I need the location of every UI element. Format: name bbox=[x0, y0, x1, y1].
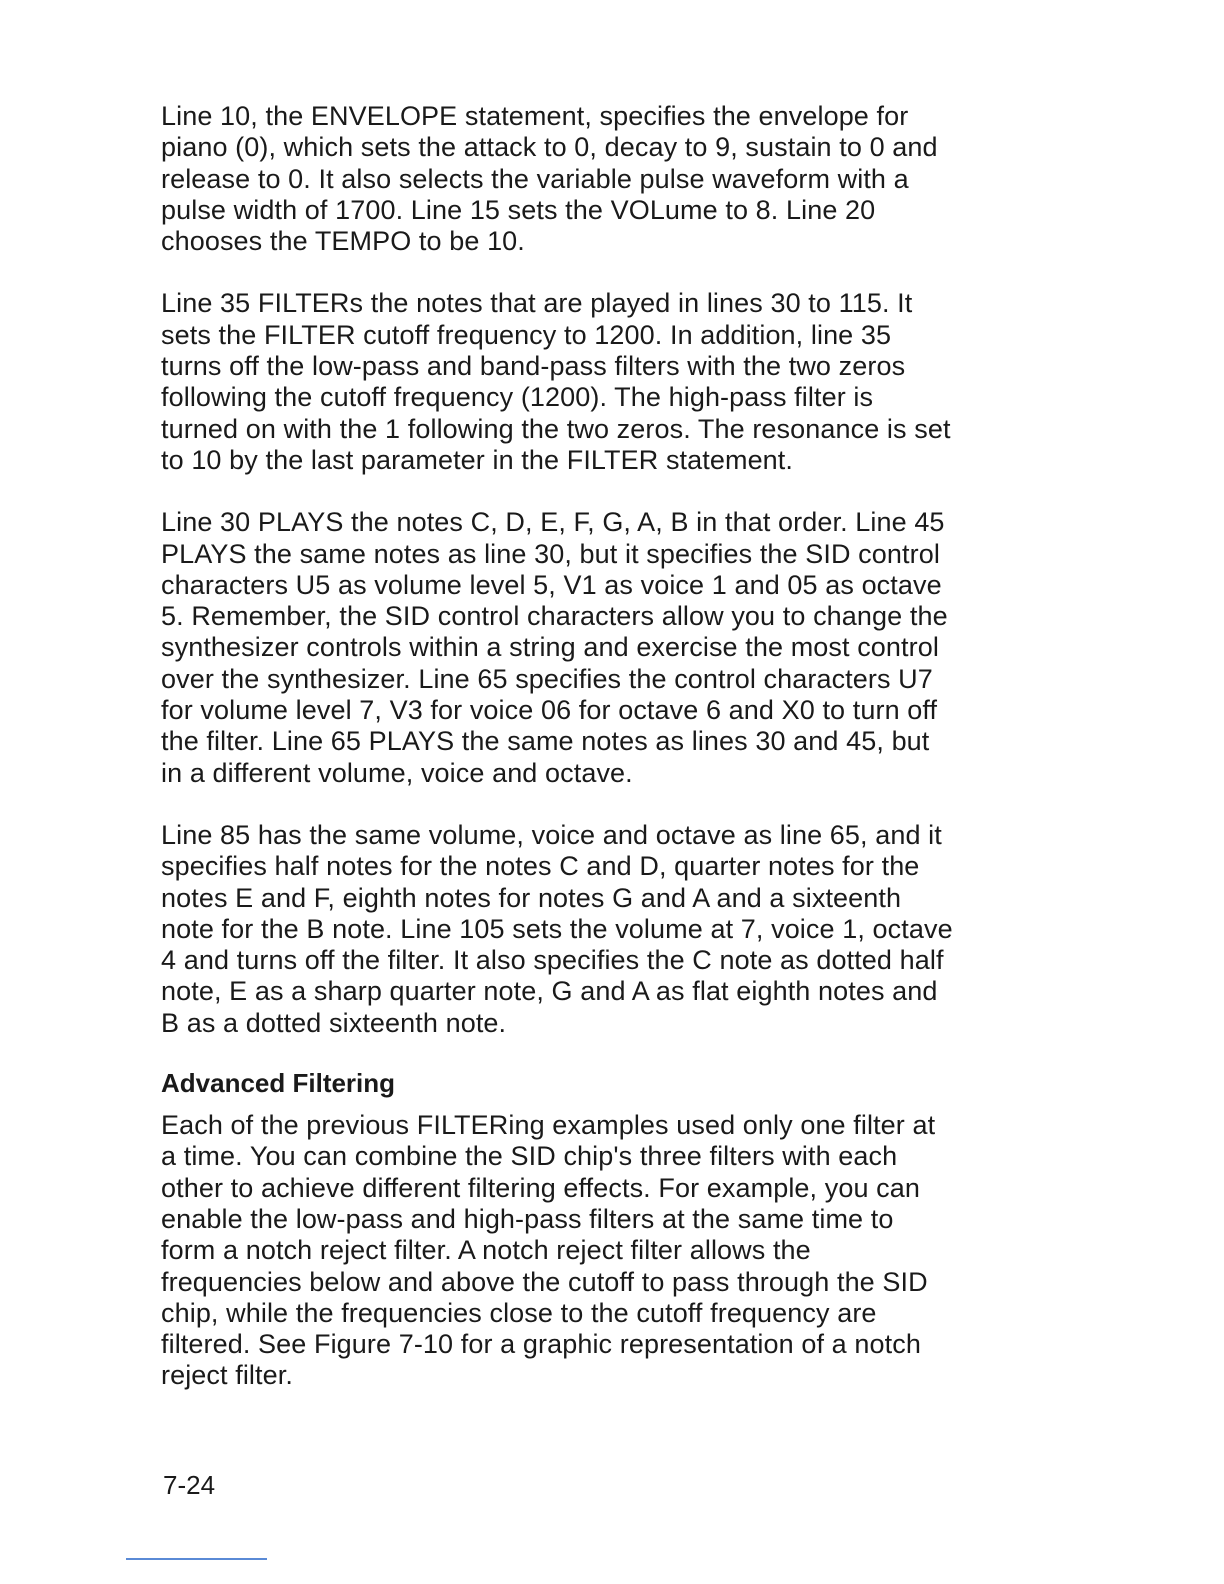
section-heading: Advanced Filtering bbox=[161, 1068, 396, 1099]
text-line: other to achieve different filtering effects. For example, you can bbox=[161, 1172, 921, 1203]
text-line: Line 10, the ENVELOPE statement, specifies the envelope for bbox=[161, 101, 909, 131]
text-line: release to 0. It also selects the variable pulse waveform with a bbox=[161, 163, 909, 194]
text-line: the filter. Line 65 PLAYS the same notes as lines 30 and 45, but bbox=[161, 726, 930, 757]
text-line: specifies half notes for the notes C and D, quarter notes for the bbox=[161, 851, 920, 882]
page-number: 7-24 bbox=[163, 1470, 216, 1500]
text-line: filtered. See Figure 7-10 for a graphic representation of a notch bbox=[161, 1329, 921, 1360]
text-line: characters U5 as volume level 5, V1 as voice 1 and 05 as octave bbox=[161, 569, 942, 600]
text-line: sets the FILTER cutoff frequency to 1200. In addition, line 35 bbox=[161, 319, 892, 350]
text-line: frequencies below and above the cutoff to pass through the SID bbox=[161, 1266, 928, 1297]
paragraph-filter bbox=[161, 288, 1041, 476]
text-line: to 10 by the last parameter in the FILTER statement. bbox=[161, 444, 794, 475]
text-line: pulse width of 1700. Line 15 sets the VOLume to 8. Line 20 bbox=[161, 194, 876, 225]
text-line: reject filter. bbox=[161, 1360, 293, 1391]
text-line: in a different volume, voice and octave. bbox=[161, 757, 633, 788]
text-line: enable the low-pass and high-pass filters at the same time to bbox=[161, 1203, 894, 1234]
text-line: Line 85 has the same volume, voice and octave as line 65, and it bbox=[161, 819, 942, 850]
text-line: turns off the low-pass and band-pass filters with the two zeros bbox=[161, 351, 906, 382]
text-line: notes E and F, eighth notes for notes G and A and a sixteenth bbox=[161, 882, 902, 913]
text-line: over the synthesizer. Line 65 specifies the control characters U7 bbox=[161, 663, 933, 694]
text-line: 4 and turns off the filter. It also specifies the C note as dotted half bbox=[161, 945, 944, 976]
text-line: note for the B note. Line 105 sets the volume at 7, voice 1, octave bbox=[161, 913, 953, 944]
text-line: synthesizer controls within a string and exercise the most control bbox=[161, 632, 939, 663]
paragraph-note-lengths bbox=[161, 820, 1041, 1039]
text-line: B as a dotted sixteenth note. bbox=[161, 1007, 507, 1038]
paragraph-plays bbox=[161, 507, 1041, 789]
text-line: form a notch reject filter. A notch reject filter allows the bbox=[161, 1235, 811, 1266]
page-body bbox=[161, 101, 1041, 1423]
text-line: chip, while the frequencies close to the cutoff frequency are bbox=[161, 1297, 877, 1328]
text-line: for volume level 7, V3 for voice 06 for octave 6 and X0 to turn off bbox=[161, 695, 938, 726]
paragraph-envelope bbox=[161, 101, 1041, 257]
text-line: note, E as a sharp quarter note, G and A as flat eighth notes and bbox=[161, 976, 938, 1007]
text-line: 5. Remember, the SID control characters allow you to change the bbox=[161, 601, 948, 632]
text-line: chooses the TEMPO to be 10. bbox=[161, 226, 525, 257]
text-line: Line 30 PLAYS the notes C, D, E, F, G, A, B in that order. Line 45 bbox=[161, 507, 945, 538]
text-line: Line 35 FILTERs the notes that are played in lines 30 to 115. It bbox=[161, 288, 913, 319]
text-line: Each of the previous FILTERing examples used only one filter at bbox=[161, 1110, 936, 1141]
text-line: a time. You can combine the SID chip's three filters with each bbox=[161, 1141, 898, 1172]
text-line: turned on with the 1 following the two zeros. The resonance is set bbox=[161, 413, 951, 444]
text-line: PLAYS the same notes as line 30, but it specifies the SID control bbox=[161, 538, 940, 569]
paragraph-advanced-filtering bbox=[161, 1110, 1041, 1392]
text-line: piano (0), which sets the attack to 0, decay to 9, sustain to 0 and bbox=[161, 132, 938, 163]
text-line: following the cutoff frequency (1200). The high-pass filter is bbox=[161, 382, 874, 413]
bottom-rule bbox=[126, 1558, 267, 1560]
